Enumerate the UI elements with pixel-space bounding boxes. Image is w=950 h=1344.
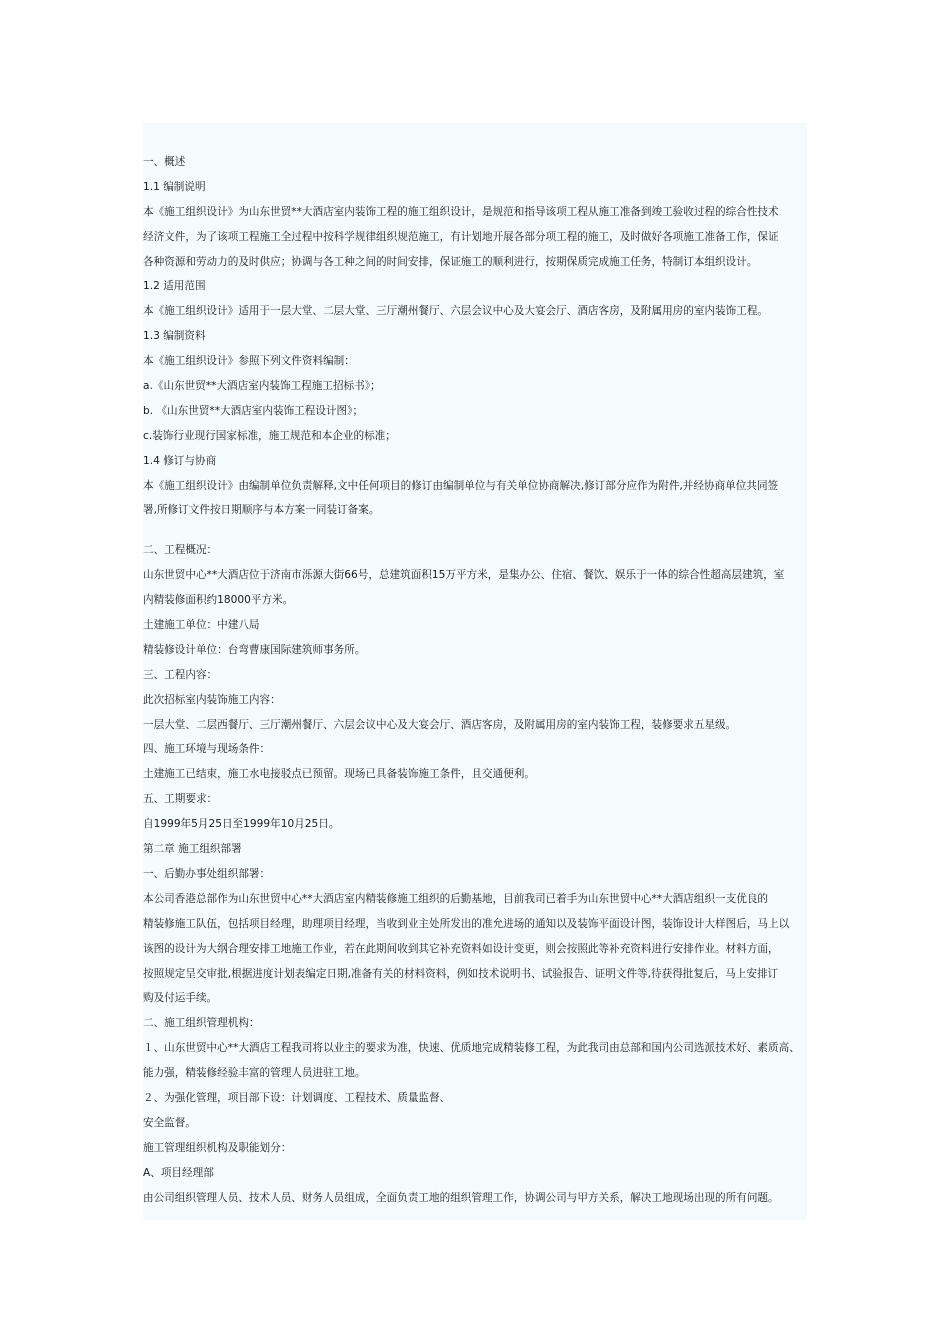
- paragraph-line: 该图的设计为大纲合理安排工地施工作业，若在此期间收到其它补充资料如设计变更，则会按照此等补充资料进行安排作业。材料方面，: [143, 942, 779, 955]
- paragraph-line: 内精装修面积约18000平方米。: [143, 594, 294, 607]
- paragraph-line: 本《施工组织设计》适用于一层大堂、二层大堂、三厅潮州餐厅、六层会议中心及大宴会厅、酒店客房，及附属用房的室内装饰工程。: [143, 305, 769, 318]
- paragraph-line: 本《施工组织设计》为山东世贸**大酒店室内装饰工程的施工组织设计，是规范和指导该项工程从施工准备到竣工验收过程的综合性技术: [143, 205, 779, 218]
- heading-logistics: 一、后勤办事处组织部署：: [143, 867, 271, 880]
- paragraph-line: 施工管理组织机构及职能划分：: [143, 1141, 292, 1154]
- paragraph-line: 山东世贸中心**大酒店位于济南市泺源大街66号，总建筑面积15万平方米，是集办公、住宿、餐饮、娱乐于一体的综合性超高层建筑，室: [143, 569, 785, 582]
- paragraph-line: 自1999年5月25日至1999年10月25日。: [143, 818, 340, 831]
- paragraph-line: 本《施工组织设计》参照下列文件资料编制：: [143, 355, 355, 368]
- section-project-overview: [143, 538, 815, 1210]
- paragraph-line: 一层大堂、二层西餐厅、三厅潮州餐厅、六层会议中心及大宴会厅、酒店客房，及附属用房的室内装饰工程，装修要求五星级。: [143, 718, 737, 731]
- paragraph-line: 由公司组织管理人员、技术人员、财务人员组成，全面负责工地的组织管理工作，协调公司与甲方关系，解决工地现场出现的所有问题。: [143, 1191, 779, 1204]
- list-item: b. 《山东世贸**大酒店室内装饰工程设计图》；: [143, 404, 364, 417]
- paragraph-line: 各种资源和劳动力的及时供应；协调与各工种之间的时间安排，保证施工的顺利进行，按期保质完成施工任务，特制订本组织设计。: [143, 255, 758, 268]
- heading-1-4: 1.4 修订与协商: [143, 454, 217, 467]
- heading-overview: 一、概述: [143, 156, 186, 168]
- paragraph-line: 署,所修订文件按日期顺序与本方案一同装订备案。: [143, 504, 380, 517]
- paragraph-line: 本公司香港总部作为山东世贸中心**大酒店室内精装修施工组织的后勤基地，目前我司已着手为山东世贸中心**大酒店组织一支优良的: [143, 892, 769, 905]
- heading-schedule: 五、工期要求：: [143, 793, 218, 806]
- paragraph-line: 按照规定呈交审批,根据进度计划表编定日期,准备有关的材料资料，例如技术说明书、试验报告、证明文件等,待获得批复后，马上安排订: [143, 967, 779, 980]
- list-item: a.《山东世贸**大酒店室内装饰工程施工招标书》；: [143, 380, 381, 393]
- list-item: c.装饰行业现行国家标准，施工规范和本企业的标准；: [143, 429, 396, 442]
- paragraph-line: 土建施工已结束，施工水电接驳点已预留。现场已具备装饰施工条件，且交通便利。: [143, 768, 535, 781]
- paragraph-line: 本《施工组织设计》由编制单位负责解释,文中任何项目的修订由编制单位与有关单位协商解决,修订部分应作为附件,并经协商单位共同签: [143, 479, 779, 492]
- section-overview: [143, 150, 815, 523]
- heading-1-1: 1.1 编制说明: [143, 180, 206, 193]
- paragraph-line: 能力强，精装修经验丰富的管理人员进驻工地。: [143, 1067, 366, 1080]
- document-body: [143, 150, 815, 1210]
- paragraph-line: 经济文件，为了该项工程施工全过程中按科学规律组织规范施工，有计划地开展各部分项工程的施工，及时做好各项施工准备工作，保证: [143, 230, 779, 243]
- heading-project-overview: 二、工程概况：: [143, 544, 218, 557]
- subheading-project-dept: A、项目经理部: [143, 1166, 214, 1179]
- paragraph-line: 土建施工单位：中建八局: [143, 619, 260, 632]
- paragraph-line: 安全监督。: [143, 1116, 196, 1129]
- heading-1-2: 1.2 适用范围: [143, 280, 206, 293]
- paragraph-line: 精装修设计单位：台弯曹康国际建筑师事务所。: [143, 643, 366, 656]
- heading-management-org: 二、施工组织管理机构：: [143, 1017, 260, 1030]
- paragraph-line: 精装修施工队伍，包括项目经理，助理项目经理，当收到业主处所发出的准允进场的通知以及装饰平面设计图，装饰设计大样图后，马上以: [143, 917, 790, 930]
- section-spacer: [143, 523, 815, 538]
- chapter-heading: 第二章 施工组织部署: [143, 843, 242, 856]
- paragraph-line: 购及付运手续。: [143, 992, 218, 1005]
- heading-project-content: 三、工程内容：: [143, 668, 218, 681]
- heading-site-conditions: 四、施工环境与现场条件：: [143, 743, 271, 756]
- paragraph-line: 此次招标室内装饰施工内容：: [143, 693, 281, 706]
- heading-1-3: 1.3 编制资料: [143, 330, 206, 343]
- paragraph-line: １、山东世贸中心**大酒店工程我司将以业主的要求为准，快速、优质地完成精装修工程，为此我司由总部和国内公司选派技术好、素质高、: [143, 1042, 800, 1055]
- paragraph-line: ２、为强化管理，项目部下设：计划调度、工程技术、质量监督、: [143, 1091, 451, 1104]
